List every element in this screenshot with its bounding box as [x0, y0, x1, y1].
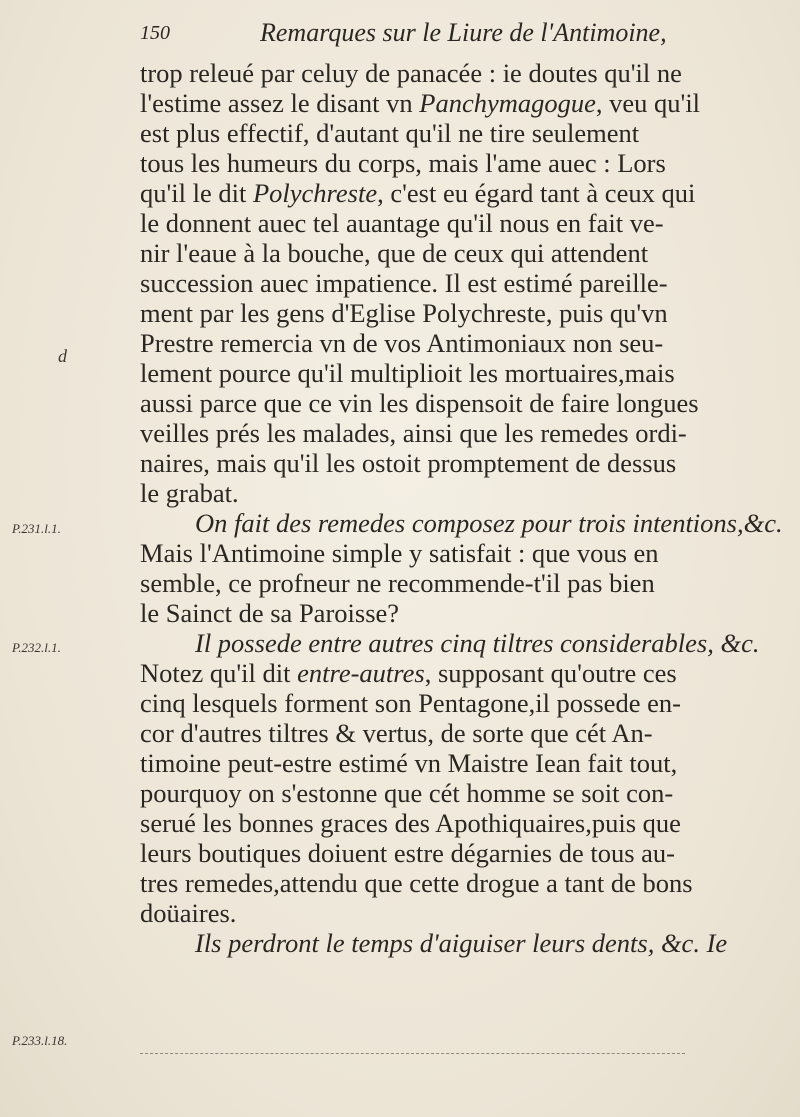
- text-line: lement pource qu'il multiplioit les mortuaires,mais: [140, 358, 675, 388]
- text-line: le grabat.: [140, 478, 239, 508]
- text-line: pourquoy on s'estonne que cét homme se soit con-: [140, 778, 674, 808]
- lemma-underline: [140, 1053, 685, 1054]
- text-line: succession auec impatience. Il est estimé pareille-: [140, 268, 668, 298]
- text-line: serué les bonnes graces des Apothiquaires,puis que: [140, 808, 681, 838]
- text-line: qu'il le dit Polychreste, c'est eu égard tant à ceux qui: [140, 178, 696, 208]
- body-text: [140, 58, 790, 958]
- margin-mark: d: [58, 346, 67, 366]
- text-line: Prestre remercia vn de vos Antimoniaux non seu-: [140, 328, 664, 358]
- running-title: Remarques sur le Liure de l'Antimoine,: [260, 18, 667, 47]
- text-line: doüaires.: [140, 898, 237, 928]
- text-line: est plus effectif, d'autant qu'il ne tire seulement: [140, 118, 640, 148]
- text-line: Notez qu'il dit entre-autres, supposant qu'outre ces: [140, 658, 677, 688]
- quoted-lemma: Ils perdront le temps d'aiguiser leurs dents, &c. Ie: [195, 928, 728, 958]
- text-line: cor d'autres tiltres & vertus, de sorte que cét An-: [140, 718, 653, 748]
- text-line: tous les humeurs du corps, mais l'ame auec : Lors: [140, 148, 666, 178]
- text-line: Mais l'Antimoine simple y satisfait : que vous en: [140, 538, 659, 568]
- margin-note-3: P.233.l.18.: [12, 1033, 68, 1048]
- text-line: veilles prés les malades, ainsi que les remedes ordi-: [140, 418, 687, 448]
- margin-note-2: P.232.l.1.: [12, 640, 61, 655]
- quoted-lemma: On fait des remedes composez pour trois intentions,&c.: [195, 508, 783, 538]
- text-line: ment par les gens d'Eglise Polychreste, puis qu'vn: [140, 298, 668, 328]
- folio-number: 150: [140, 22, 170, 44]
- text-line: leurs boutiques doiuent estre dégarnies de tous au-: [140, 838, 676, 868]
- text-line: aussi parce que ce vin les dispensoit de faire longues: [140, 388, 699, 418]
- text-line: tres remedes,attendu que cette drogue a tant de bons: [140, 868, 693, 898]
- text-line: nir l'eaue à la bouche, que de ceux qui attendent: [140, 238, 649, 268]
- text-line: le Sainct de sa Paroisse?: [140, 598, 400, 628]
- quoted-lemma: Il possede entre autres cinq tiltres considerables, &c.: [195, 628, 760, 658]
- text-line: naires, mais qu'il les ostoit promptement de dessus: [140, 448, 677, 478]
- margin-note-1: P.231.l.1.: [12, 521, 61, 536]
- text-line: cinq lesquels forment son Pentagone,il possede en-: [140, 688, 681, 718]
- page-header: [140, 14, 780, 54]
- text-line: l'estime assez le disant vn Panchymagogue, veu qu'il: [140, 88, 701, 118]
- text-line: trop releué par celuy de panacée : ie doutes qu'il ne: [140, 58, 682, 88]
- text-line: le donnent auec tel auantage qu'il nous en fait ve-: [140, 208, 664, 238]
- text-line: timoine peut-estre estimé vn Maistre Iean fait tout,: [140, 748, 678, 778]
- text-line: semble, ce profneur ne recommende-t'il pas bien: [140, 568, 655, 598]
